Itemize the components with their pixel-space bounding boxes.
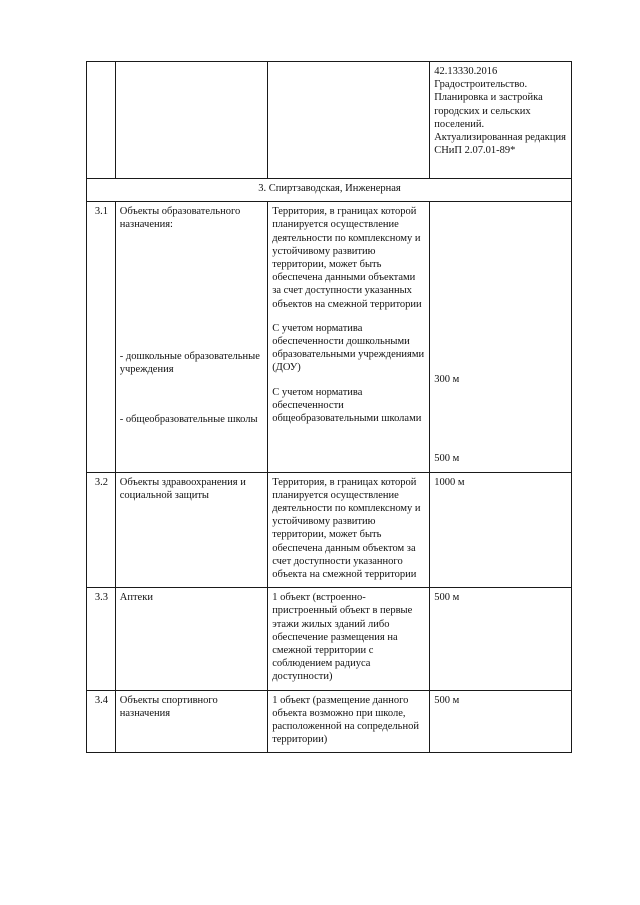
cell-value [430,202,572,472]
sub-object-name: - общеобразовательные школы [119,414,258,426]
requirement-text: Территория, в границах которой планируется осуществление деятельности по комплексному и устойчивому развитию территории, может быть обеспечена данными объектами за счет доступности указанных объектов на смежной территории [272,206,422,310]
cell-requirement [268,62,430,179]
cell-name: Объекты здравоохранения и социальной защиты [115,472,267,588]
table-row [87,690,572,753]
cell-num [87,62,116,179]
table-row [87,472,572,588]
radius-value: 500 м [434,453,460,465]
cell-requirement: 1 объект (размещение данного объекта возможно при школе, расположенной на сопредельной территории) [268,690,430,753]
table-row [87,62,572,179]
cell-name [115,202,267,472]
cell-requirement [268,202,430,472]
cell-name [115,62,267,179]
object-name: Объекты образовательного назначения: [119,206,241,231]
row-number: 3.4 [87,690,116,753]
cell-value: 500 м [430,690,572,753]
table-row [87,202,572,472]
section-row [87,179,572,202]
row-number: 3.1 [87,202,116,472]
radius-value: 300 м [434,374,460,386]
table-row [87,588,572,690]
cell-requirement: Территория, в границах которой планируется осуществление деятельности по комплексному и устойчивому развитию территории, может быть обеспечена данным объектом за счет доступности указанного объекта на смежной территории [268,472,430,588]
row-number: 3.2 [87,472,116,588]
cell-value: 1000 м [430,472,572,588]
snip-reference: 42.13330.2016 Градостроительство. Планировка и застройка городских и сельских поселений. Актуализированная редакция СНиП 2.07.01-89* [434,66,566,157]
norms-table [86,61,572,753]
sub-requirement-text: С учетом норматива обеспеченности дошкольными образовательными учреждениями (ДОУ) [272,322,425,374]
sub-requirement-text: С учетом норматива обеспеченности общеобразовательными школами [272,386,422,425]
cell-value: 500 м [430,588,572,690]
sub-object-name: - дошкольные образовательные учреждения [119,350,260,375]
section-title: 3. Спиртзаводская, Инженерная [87,179,572,202]
cell-name: Объекты спортивного назначения [115,690,267,753]
cell-reference [430,62,572,179]
cell-name: Аптеки [115,588,267,690]
cell-requirement: 1 объект (встроенно-пристроенный объект в первые этажи жилых зданий либо обеспечение размещения на смежной территории с соблюдением радиуса доступности) [268,588,430,690]
row-number: 3.3 [87,588,116,690]
